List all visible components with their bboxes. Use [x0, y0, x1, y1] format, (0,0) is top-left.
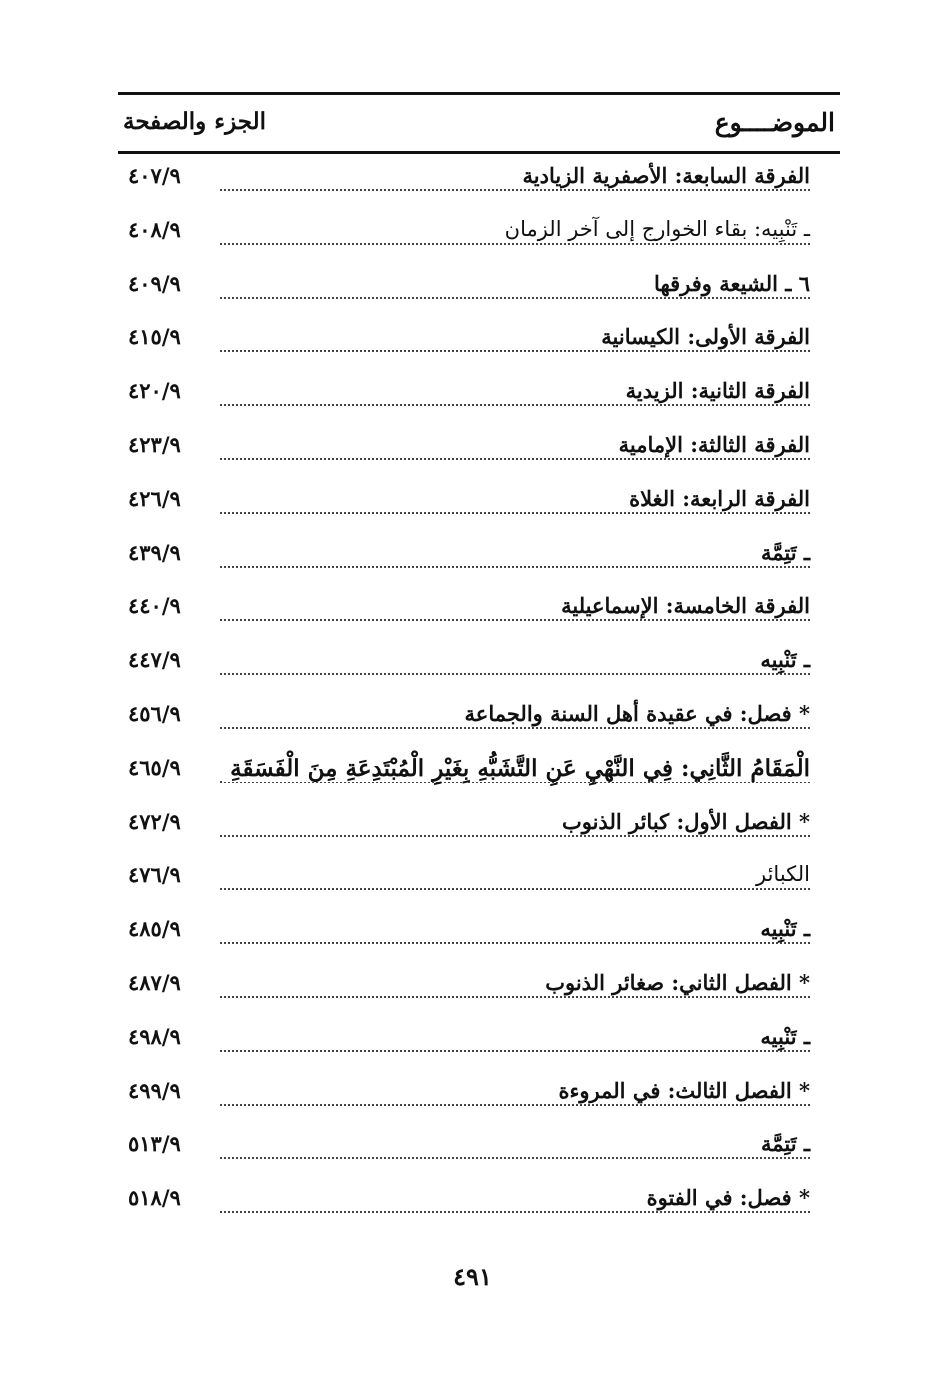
toc-entry: [120, 1179, 810, 1233]
toc-entry-title: الكبائر: [750, 862, 810, 886]
header-topic-label: الموضــــوع: [714, 108, 835, 137]
toc-entry-title: ـ تَتِمَّة: [755, 1131, 810, 1156]
leader-dots: [220, 1030, 810, 1052]
toc-entry-page: ٤٧٦/٩: [128, 862, 181, 888]
header-rule: [118, 151, 840, 154]
toc-entry-title: ـ تَتِمَّة: [755, 540, 810, 565]
toc-entry-title: * فصل: في الفتوة: [641, 1185, 810, 1210]
toc-entry-title: ـ تَنْبِيه: [754, 647, 810, 672]
toc-entry: [120, 318, 810, 372]
toc-entry-page: ٤٢٣/٩: [128, 431, 181, 457]
toc-entry-title: * الفصل الثالث: في المروءة: [553, 1078, 810, 1103]
toc-entry-title: ـ تَنْبِيه: بقاء الخوارج إلى آخر الزمان: [499, 217, 810, 241]
toc-entry: [120, 1072, 810, 1126]
toc-entry-title: الفرقة السابعة: الأصفرية الزيادية: [517, 163, 811, 188]
toc-entry-page: ٤٦٥/٩: [128, 754, 181, 780]
leader-dots: [220, 868, 810, 890]
toc-entry-page: ٤٣٩/٩: [128, 539, 181, 565]
toc-entry: [120, 587, 810, 641]
toc-entry: [120, 480, 810, 534]
toc-entry-page: ٤٨٥/٩: [128, 916, 181, 942]
page-number: ٤٩١: [453, 1262, 492, 1291]
leader-dots: [220, 546, 810, 568]
toc-entry: [120, 157, 810, 211]
toc-entry-page: ٤٨٧/٩: [128, 969, 181, 995]
toc-entry: [120, 803, 810, 857]
toc-entry-page: ٤٩٩/٩: [128, 1077, 181, 1103]
leader-dots: [220, 653, 810, 675]
toc-entry-page: ٤٤٧/٩: [128, 647, 181, 673]
toc-entry: [120, 372, 810, 426]
top-rule: [118, 92, 840, 95]
table-of-contents: [120, 157, 810, 1233]
toc-entry: [120, 695, 810, 749]
toc-entry-title: الفرقة الرابعة: الغلاة: [623, 486, 810, 511]
toc-entry-page: ٤٢٦/٩: [128, 485, 181, 511]
toc-entry: [120, 910, 810, 964]
toc-entry-title: * فصل: في عقيدة أهل السنة والجماعة: [459, 701, 810, 726]
toc-entry-page: ٤٠٧/٩: [128, 163, 181, 188]
toc-entry: [120, 534, 810, 588]
toc-entry: [120, 211, 810, 265]
toc-entry-page: ٤١٥/٩: [128, 324, 181, 350]
toc-entry-title: الْمَقَامُ الثَّانِي: فِي النَّهْيِ عَنِ التَّشَبُّهِ بِغَيْرِ الْمُبْتَدِعَةِ مِنَ الْفَسَقَةِ: [224, 755, 810, 782]
toc-entry-page: ٥١٨/٩: [128, 1185, 181, 1211]
toc-entry-page: ٥١٣/٩: [128, 1131, 181, 1157]
toc-entry-page: ٤٩٨/٩: [128, 1023, 181, 1049]
toc-entry-title: ٦ ـ الشيعة وفرقها: [648, 271, 810, 296]
toc-entry-page: ٤٥٦/٩: [128, 700, 181, 726]
toc-entry-title: الفرقة الثالثة: الإمامية: [613, 432, 810, 457]
toc-entry-title: الفرقة الثانية: الزيدية: [620, 378, 810, 403]
toc-entry-title: الفرقة الخامسة: الإسماعيلية: [555, 593, 810, 618]
toc-entry: [120, 856, 810, 910]
toc-entry: [120, 1018, 810, 1072]
leader-dots: [220, 922, 810, 944]
leader-dots: [220, 1137, 810, 1159]
toc-entry: [120, 265, 810, 319]
toc-entry: [120, 749, 810, 803]
toc-entry-page: ٤٤٠/٩: [128, 593, 181, 619]
toc-entry: [120, 964, 810, 1018]
toc-entry-title: ـ تَنْبِيه: [754, 1024, 810, 1049]
toc-entry-page: ٤٢٠/٩: [128, 378, 181, 404]
toc-entry-title: الفرقة الأولى: الكيسانية: [595, 324, 810, 349]
toc-entry-page: ٤٠٩/٩: [128, 270, 181, 296]
toc-entry-title: ـ تَنْبِيه: [754, 916, 810, 941]
toc-entry-title: * الفصل الأول: كبائر الذنوب: [556, 809, 810, 834]
toc-entry-page: ٤٧٢/٩: [128, 808, 181, 834]
toc-entry: [120, 641, 810, 695]
toc-entry-page: ٤٠٨/٩: [128, 216, 181, 242]
toc-entry: [120, 426, 810, 480]
toc-entry: [120, 1125, 810, 1179]
header-page-label: الجزء والصفحة: [123, 108, 267, 135]
toc-entry-title: * الفصل الثاني: صغائر الذنوب: [539, 970, 810, 995]
